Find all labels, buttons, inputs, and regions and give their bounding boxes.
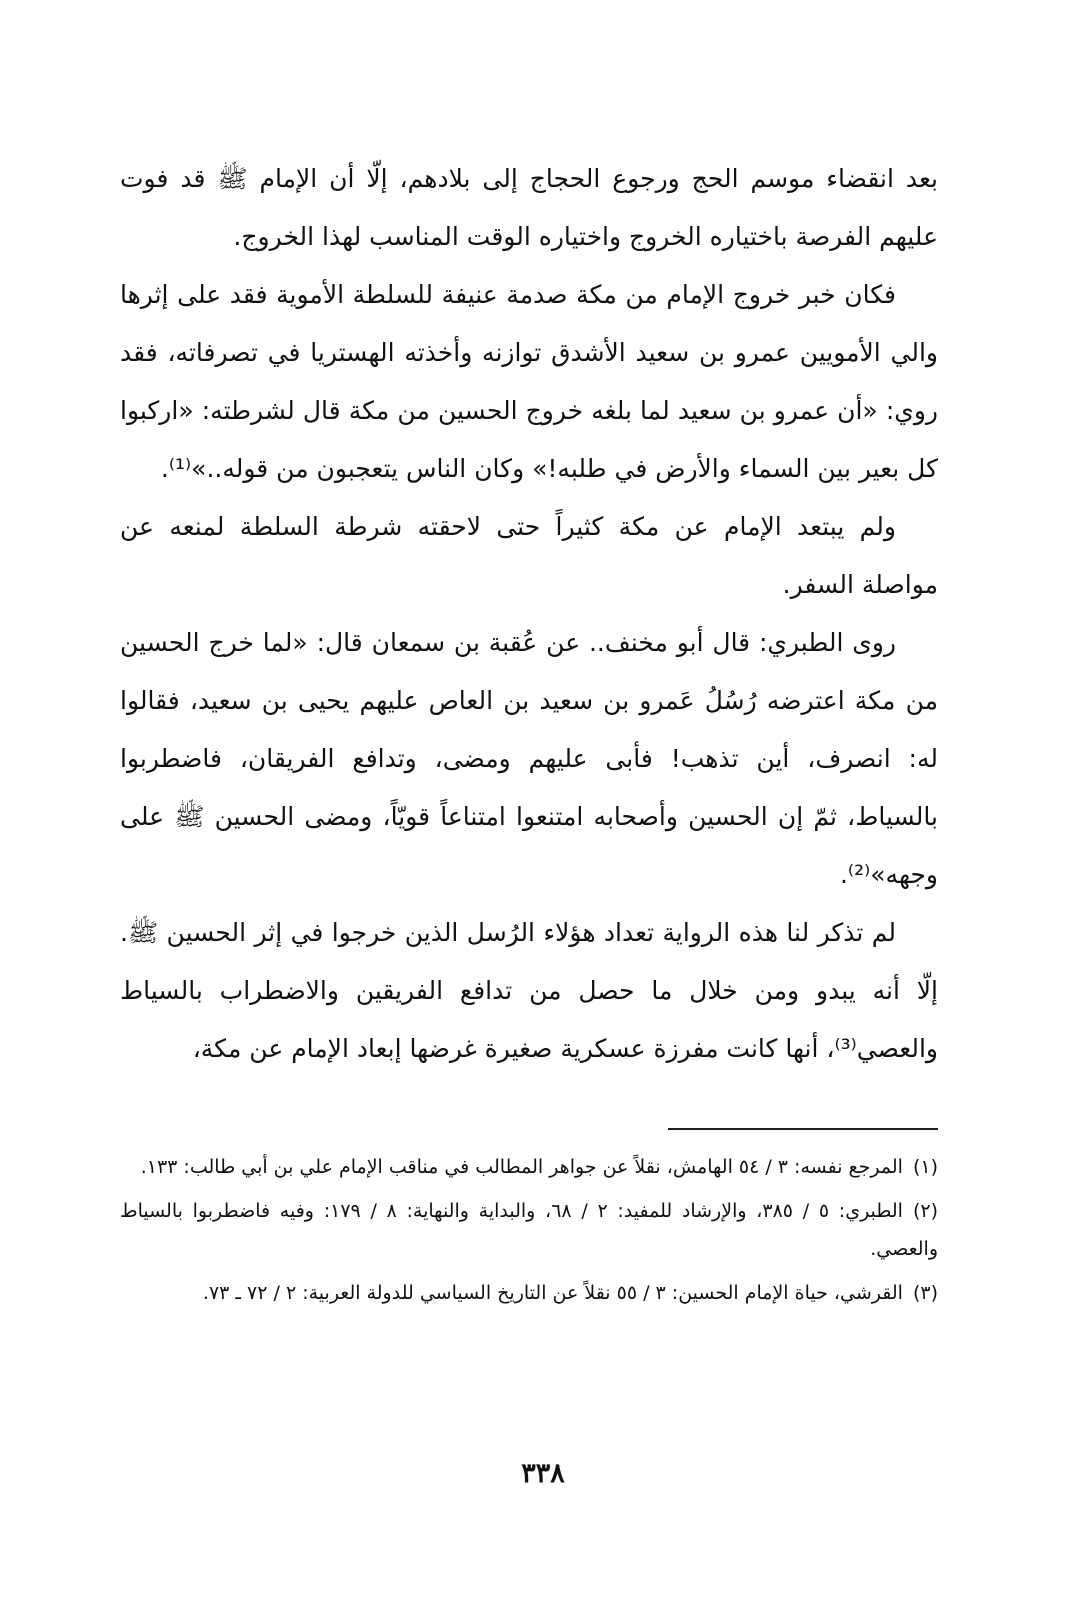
paragraph-3: ولم يبتعد الإمام عن مكة كثيراً حتى لاحقته شرطة السلطة لمنعه عن مواصلة السفر. [120, 512, 938, 599]
footnote-number: (٣) [912, 1282, 938, 1304]
footnote-text: الطبري: ٥ / ٣٨٥، والإرشاد للمفيد: ٢ / ٦٨، والبداية والنهاية: ٨ / ١٧٩: وفيه فاضطربوا بالسياط والعصي. [120, 1200, 938, 1260]
footnote-1 [120, 1148, 938, 1186]
footnotes [120, 1148, 938, 1318]
page-number: ٣٣٨ [521, 1458, 565, 1489]
footnote-2 [120, 1192, 938, 1268]
footnote-text: المرجع نفسه: ٣ / ٥٤ الهامش، نقلاً عن جواهر المطالب في مناقب الإمام علي بن أبي طالب: ١٣٣. [140, 1156, 903, 1178]
footnote-divider [668, 1128, 938, 1130]
main-text [120, 150, 938, 1078]
paragraph-2: فكان خبر خروج الإمام من مكة صدمة عنيفة للسلطة الأموية فقد على إثرها والي الأمويين عمرو بن سعيد الأشدق توازنه وأخذته الهستريا في تصرفاته، فقد روي: «أن عمرو بن سعيد لما بلغه خروج الحسين من مكة قال لشرطته: «اركبوا كل بعير بين السماء والأرض في طلبه!» وكان الناس يتعجبون من قوله..»⁽¹⁾. [120, 280, 938, 483]
footnote-3 [120, 1274, 938, 1312]
paragraph-1: بعد انقضاء موسم الحج ورجوع الحجاج إلى بلادهم، إلّا أن الإمام ﷺ قد فوت عليهم الفرصة باختياره الخروج واختياره الوقت المناسب لهذا الخروج. [120, 164, 938, 251]
footnote-text: القرشي، حياة الإمام الحسين: ٣ / ٥٥ نقلاً عن التاريخ السياسي للدولة العربية: ٢ / ٧٢ ـ ٧٣. [202, 1282, 903, 1304]
footnote-number: (٢) [912, 1200, 939, 1222]
paragraph-4: روى الطبري: قال أبو مخنف.. عن عُقبة بن سمعان قال: «لما خرج الحسين من مكة اعترضه رُسُلُ عَمرو بن سعيد بن العاص عليهم يحيى بن سعيد، فقالوا له: انصرف، أين تذهب! فأبى عليهم ومضى، وتدافع الفريقان، فاضطربوا بالسياط، ثمّ إن الحسين وأصحابه امتنعوا امتناعاً قويّاً، ومضى الحسين ﷺ على وجهه»⁽²⁾. [120, 628, 938, 889]
paragraph-5: لم تذكر لنا هذه الرواية تعداد هؤلاء الرُسل الذين خرجوا في إثر الحسين ﷺ. إلّا أنه يبدو ومن خلال ما حصل من تدافع الفريقين والاضطراب بالسياط والعصي⁽³⁾، أنها كانت مفرزة عسكرية صغيرة غرضها إبعاد الإمام عن مكة، [120, 918, 938, 1063]
footnote-number: (١) [912, 1156, 938, 1178]
